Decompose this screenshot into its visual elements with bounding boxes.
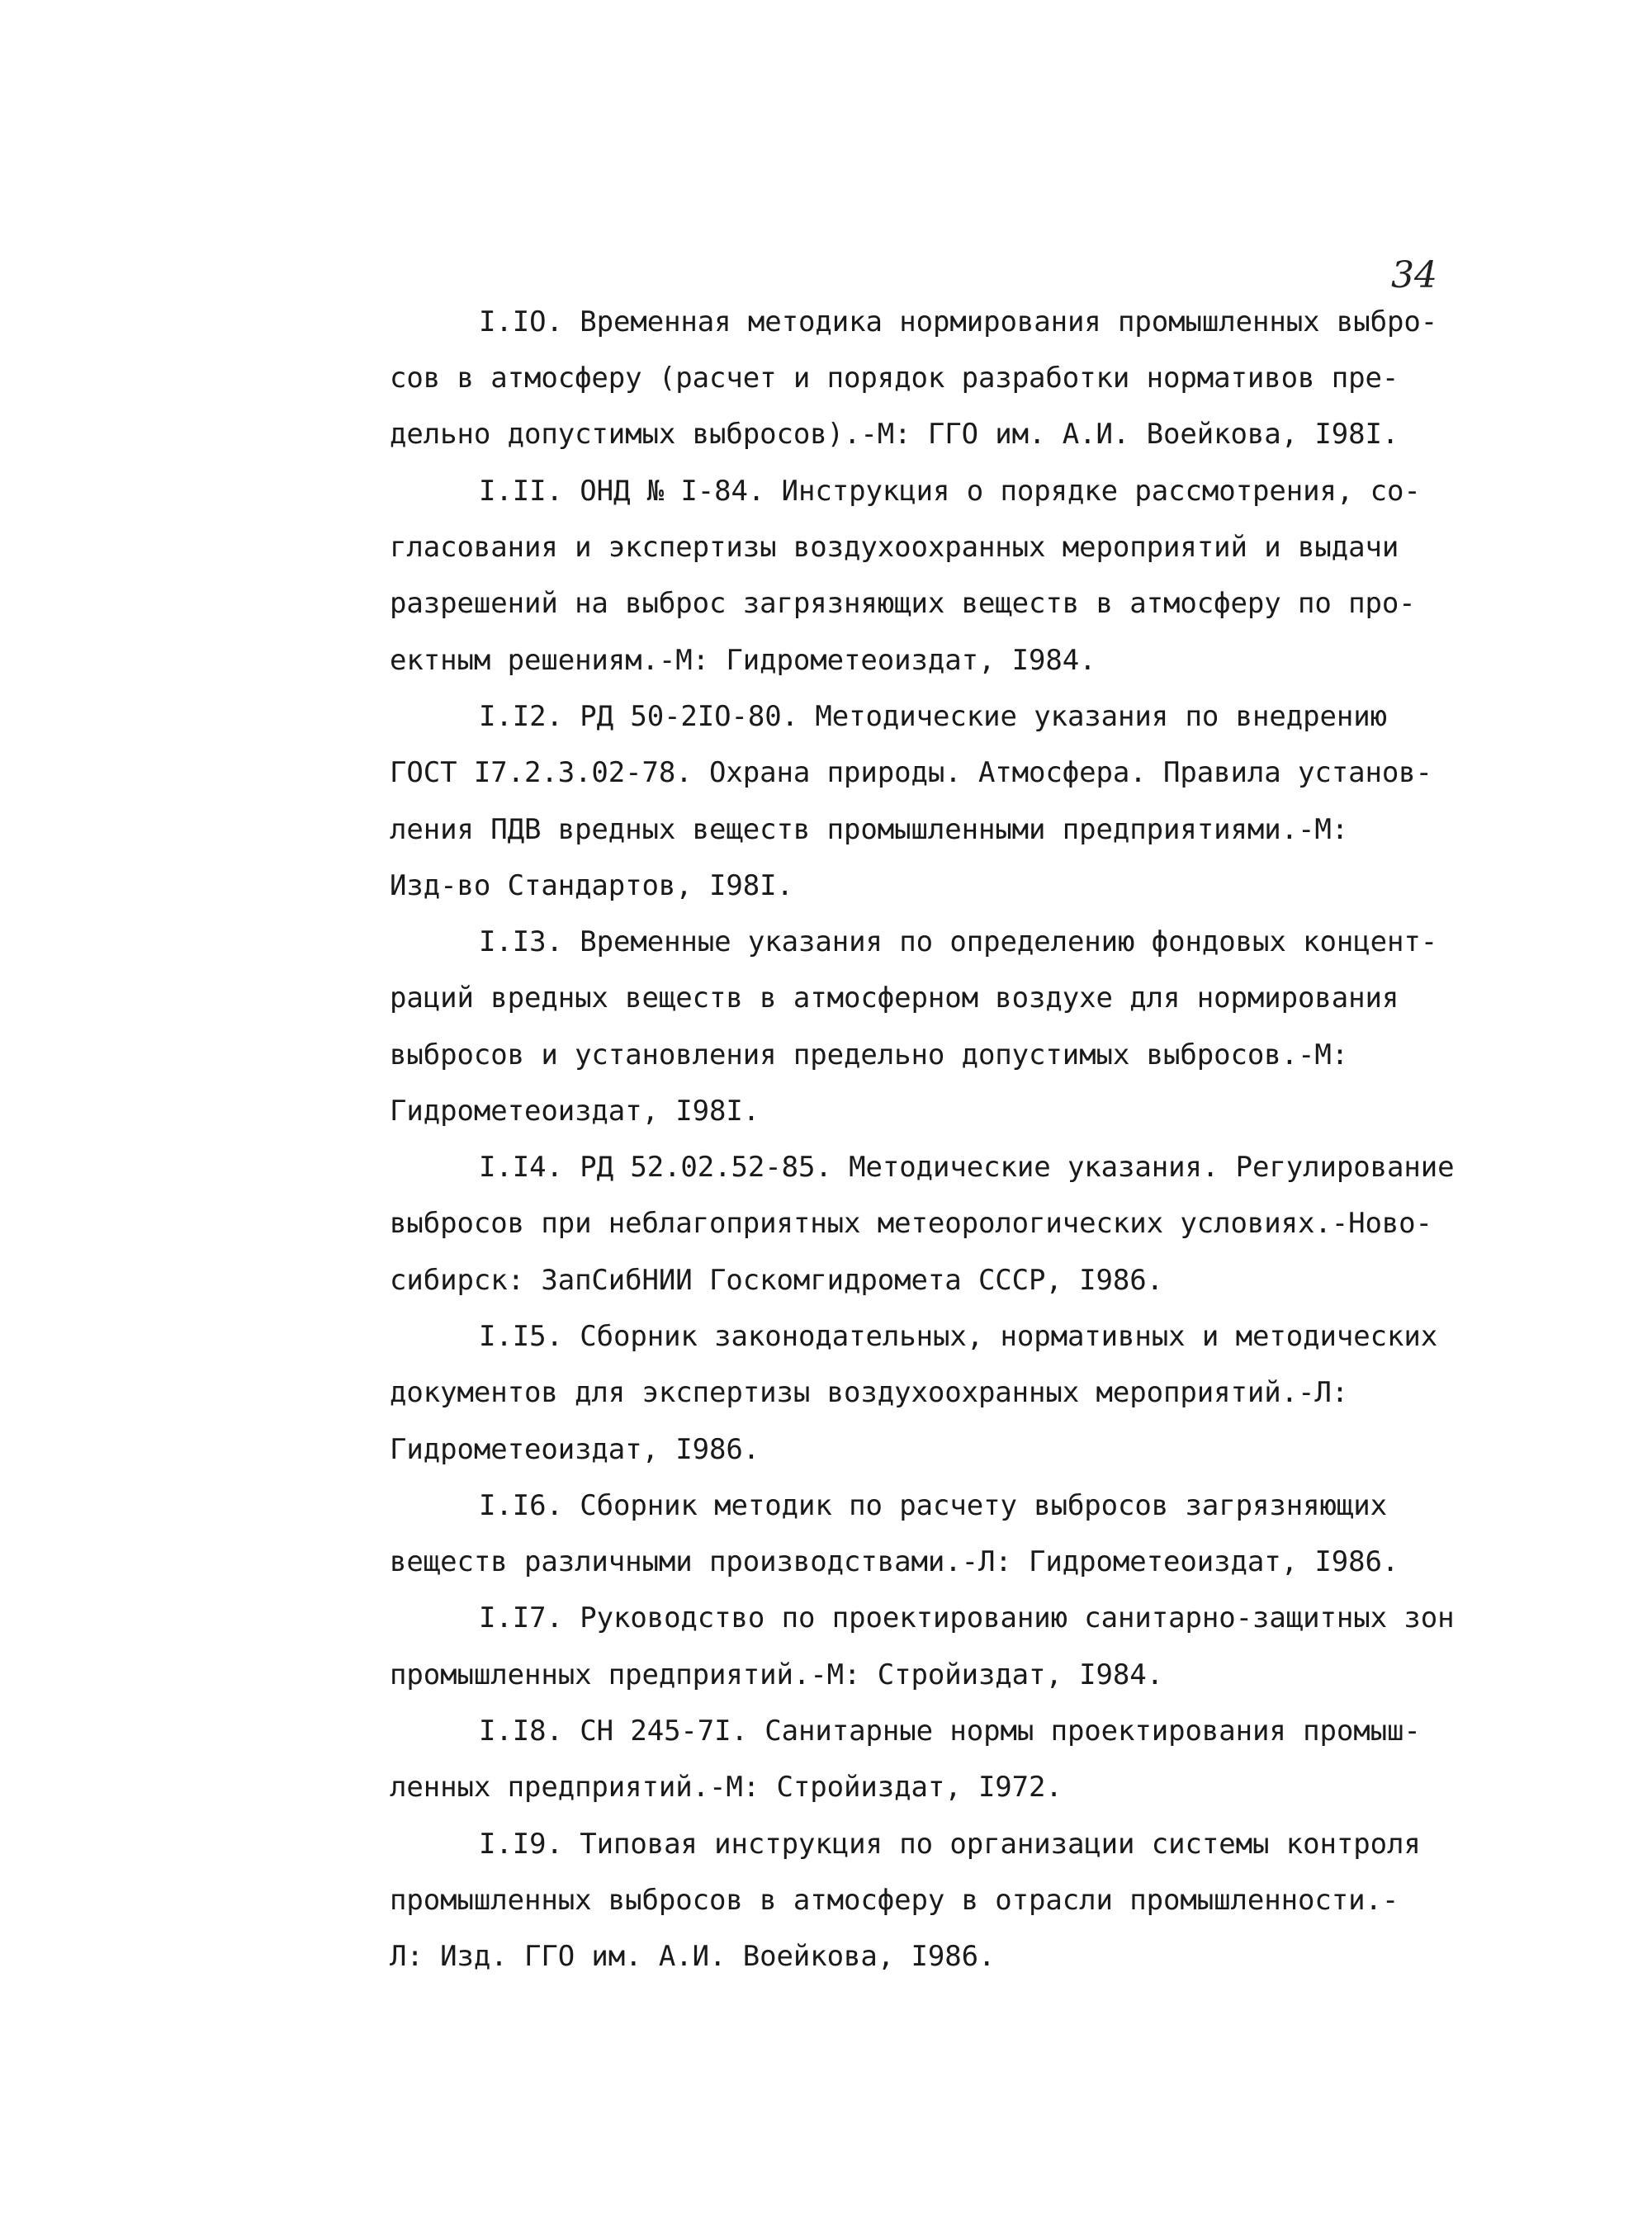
- text-line: I.I6. Сборник методик по расчету выбросов загрязняющих: [479, 1489, 1387, 1522]
- text-line: I.I7. Руководство по проектированию санитарно-защитных зон: [479, 1601, 1455, 1634]
- text-line: дельно допустимых выбросов).-М: ГГО им. А.И. Воейкова, I98I.: [390, 418, 1399, 451]
- text-line: сов в атмосферу (расчет и порядок разработки нормативов пре-: [390, 362, 1399, 395]
- text-line: промышленных выбросов в атмосферу в отрасли промышленности.-: [390, 1884, 1399, 1917]
- text-line: Гидрометеоиздат, I986.: [390, 1433, 760, 1466]
- text-line: ектным решениям.-М: Гидрометеоиздат, I984.: [390, 644, 1096, 677]
- text-line: веществ различными производствами.-Л: Гидрометеоиздат, I986.: [390, 1545, 1399, 1578]
- text-line: I.II. ОНД № I-84. Инструкция о порядке рассмотрения, со-: [479, 475, 1421, 508]
- text-line: выбросов при неблагоприятных метеорологических условиях.-Ново-: [390, 1207, 1432, 1240]
- text-line: I.I3. Временные указания по определению фондовых концент-: [479, 925, 1438, 958]
- page-number: 34: [1391, 254, 1437, 296]
- text-line: Гидрометеоиздат, I98I.: [390, 1095, 760, 1128]
- text-line: I.I4. РД 52.02.52-85. Методические указания. Регулирование: [479, 1151, 1455, 1184]
- text-line: документов для экспертизы воздухоохранных мероприятий.-Л:: [390, 1376, 1349, 1409]
- text-line: раций вредных веществ в атмосферном воздухе для нормирования: [390, 982, 1399, 1015]
- text-line: ГОСТ I7.2.3.02-78. Охрана природы. Атмосфера. Правила установ-: [390, 756, 1432, 789]
- text-line: I.I8. СН 245-7I. Санитарные нормы проектирования промыш-: [479, 1715, 1421, 1748]
- text-line: I.I2. РД 50-2IO-80. Методические указания по внедрению: [479, 700, 1387, 733]
- text-line: промышленных предприятий.-М: Стройиздат, I984.: [390, 1658, 1164, 1691]
- text-line: сибирск: ЗапСибНИИ Госкомгидромета СССР, I986.: [390, 1264, 1164, 1297]
- text-line: Изд-во Стандартов, I98I.: [390, 869, 793, 902]
- text-line: разрешений на выброс загрязняющих веществ в атмосферу по про-: [390, 587, 1416, 620]
- text-line: I.I5. Сборник законодательных, нормативных и методических: [479, 1320, 1438, 1353]
- text-line: ления ПДВ вредных веществ промышленными предприятиями.-М:: [390, 813, 1349, 846]
- text-line: I.IO. Временная методика нормирования промышленных выбро-: [479, 305, 1438, 338]
- text-line: Л: Изд. ГГО им. А.И. Воейкова, I986.: [390, 1940, 996, 1973]
- text-line: выбросов и установления предельно допустимых выбросов.-М:: [390, 1038, 1349, 1071]
- text-line: ленных предприятий.-М: Стройиздат, I972.: [390, 1771, 1063, 1804]
- text-line: I.I9. Типовая инструкция по организации системы контроля: [479, 1828, 1421, 1861]
- text-line: гласования и экспертизы воздухоохранных мероприятий и выдачи: [390, 531, 1399, 564]
